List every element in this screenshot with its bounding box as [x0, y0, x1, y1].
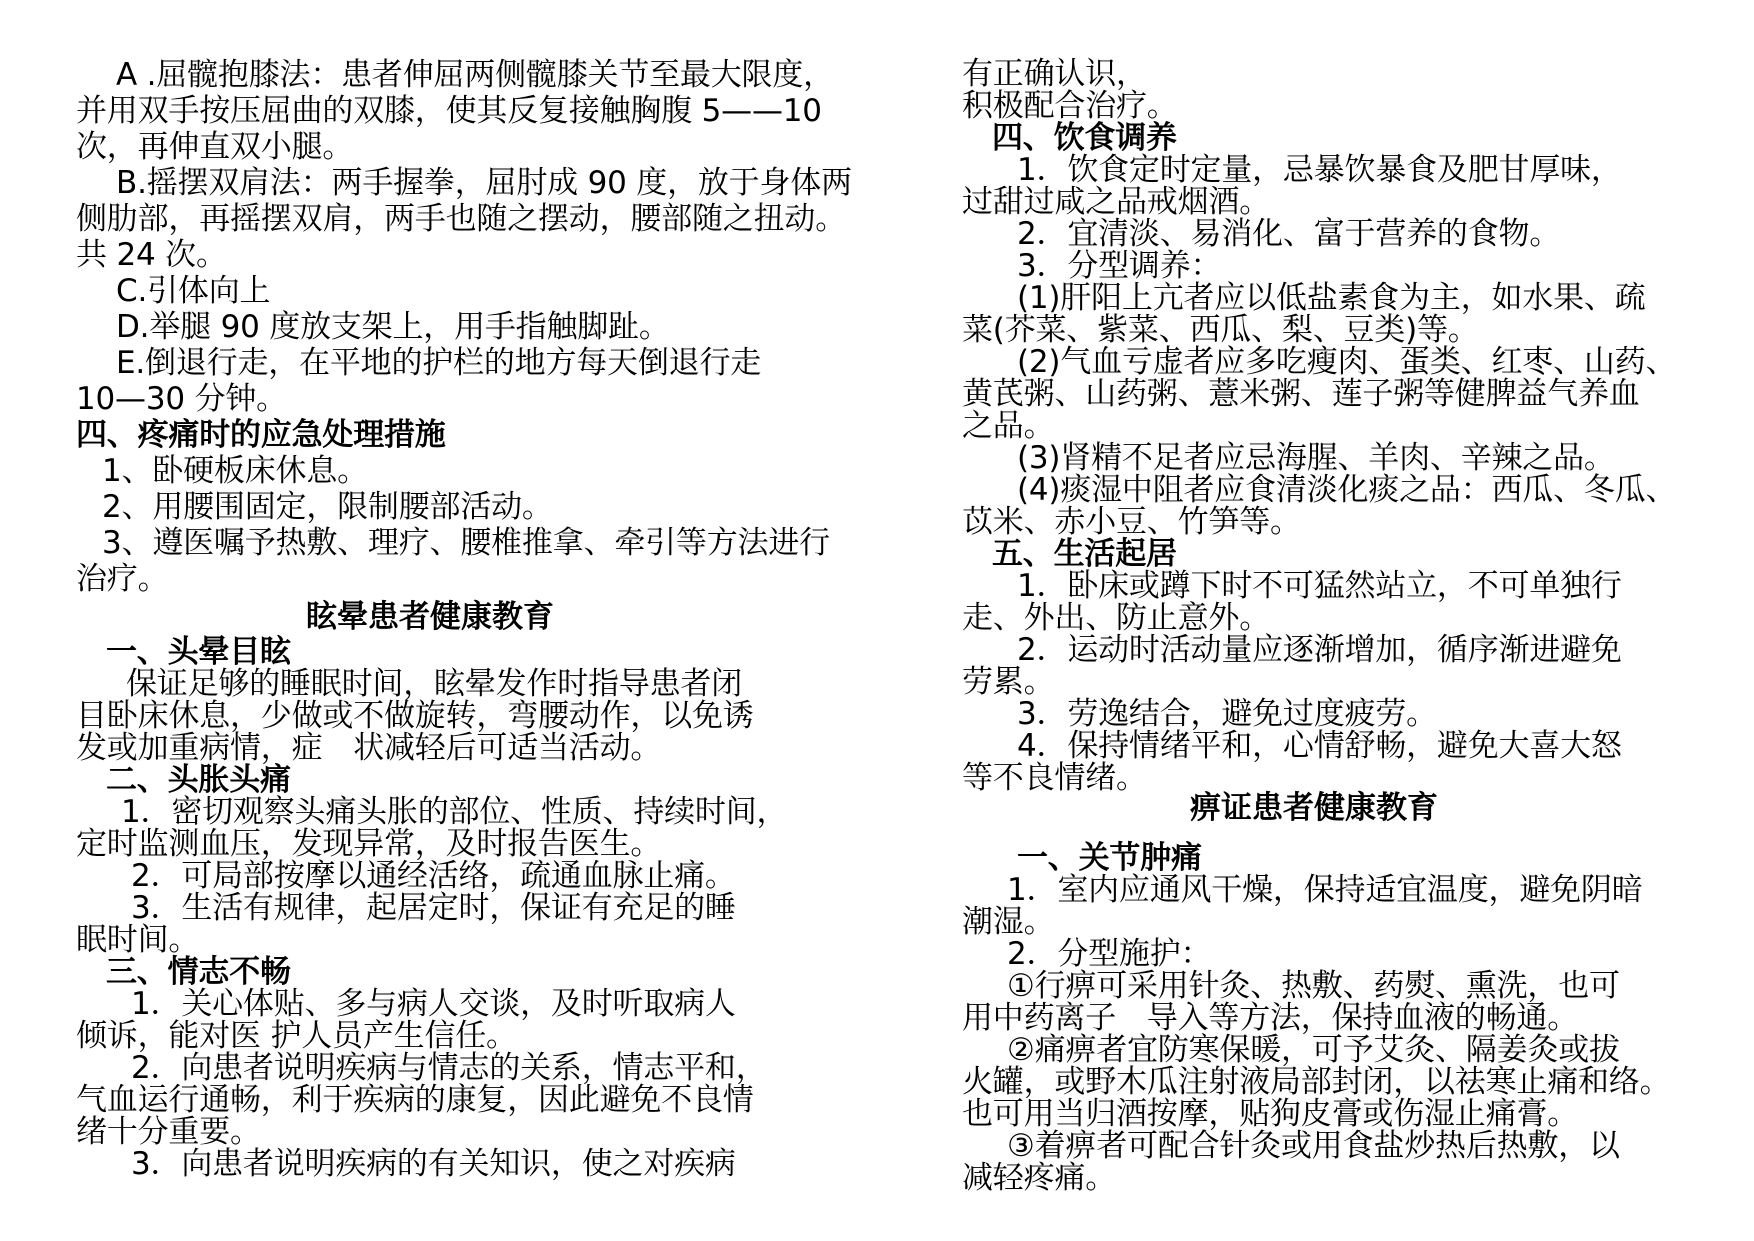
- section-line: 1．卧床或蹲下时不可猛然站立，不可单独行: [1017, 568, 1622, 604]
- section-line: (2)气血亏虚者应多吃瘦肉、蛋类、红枣、山药、: [1017, 344, 1677, 380]
- pain-item: 1、卧硬板床休息。: [102, 453, 368, 489]
- section-line: 3．劳逸结合，避免过度疲劳。: [1017, 696, 1437, 732]
- section-line: 劳累。: [962, 664, 1055, 700]
- exercise-c-line: C.引体向上: [116, 273, 271, 309]
- section-line: 过甜过咸之品戒烟酒。: [962, 184, 1270, 220]
- section-line: 苡米、赤小豆、竹笋等。: [962, 504, 1301, 540]
- section-line: ①行痹可采用针灸、热敷、药熨、熏洗，也可: [1007, 968, 1620, 1004]
- section-heading: 四、饮食调养: [992, 120, 1177, 156]
- section-line: 3．生活有规律，起居定时，保证有充足的睡: [131, 890, 736, 926]
- exercise-a-line: 并用双手按压屈曲的双膝，使其反复接触胸腹 5——10: [76, 93, 822, 129]
- section-line: 也可用当归酒按摩，贴狗皮膏或伤湿止痛膏。: [962, 1096, 1578, 1132]
- section-line: 之品。: [962, 408, 1055, 444]
- pain-item: 2、用腰围固定，限制腰部活动。: [102, 489, 553, 525]
- section-line: 潮湿。: [962, 904, 1055, 940]
- section-line: 3．分型调养：: [1017, 248, 1222, 284]
- section-line: 2．可局部按摩以通经活络，疏通血脉止痛。: [131, 858, 736, 894]
- section-line: 1．密切观察头痛头胀的部位、性质、持续时间，: [121, 794, 788, 830]
- continuation-line: 积极配合治疗。: [962, 88, 1178, 124]
- section-line: 保证足够的睡眠时间，眩晕发作时指导患者闭: [126, 666, 742, 702]
- exercise-d-line: D.举腿 90 度放支架上，用手指触脚趾。: [116, 309, 670, 345]
- section-line: 走、外出、防止意外。: [962, 600, 1270, 636]
- section-line: 2．宜清淡、易消化、富于营养的食物。: [1017, 216, 1561, 252]
- pain-heading: 四、疼痛时的应急处理措施: [76, 417, 446, 453]
- section-heading: 五、生活起居: [992, 536, 1177, 572]
- section-line: 减轻疼痛。: [962, 1160, 1116, 1196]
- section-line: 1．室内应通风干燥，保持适宜温度，避免阴暗: [1007, 872, 1643, 908]
- section-heading: 一、关节肿痛: [1017, 840, 1202, 876]
- exercise-a-line: 次，再伸直双小腿。: [76, 129, 354, 165]
- section-heading: 一、头晕目眩: [106, 634, 291, 670]
- section-line: 发或加重病情，症 状减轻后可适当活动。: [76, 730, 662, 766]
- section-line: 倾诉，能对医 护人员产生信任。: [76, 1018, 517, 1054]
- section-line: (3)肾精不足者应忌海腥、羊肉、辛辣之品。: [1017, 440, 1615, 476]
- section-line: 气血运行通畅，利于疾病的康复，因此避免不良情: [76, 1082, 754, 1118]
- section-line: (4)痰湿中阻者应食清淡化痰之品：西瓜、冬瓜、: [1017, 472, 1677, 508]
- section-heading: 二、头胀头痛: [106, 762, 291, 798]
- section-line: 目卧床休息，少做或不做旋转，弯腰动作，以免诱: [76, 698, 754, 734]
- section-line: 1．关心体贴、多与病人交谈，及时听取病人: [131, 986, 736, 1022]
- section-line: (1)肝阳上亢者应以低盐素食为主，如水果、疏: [1017, 280, 1646, 316]
- continuation-line: 有正确认识，: [962, 56, 1147, 92]
- section-line: 2．向患者说明疾病与情志的关系，情志平和，: [131, 1050, 767, 1086]
- bi-title: 痹证患者健康教育: [1190, 790, 1438, 826]
- exercise-b-line: B.摇摆双肩法：两手握拳，屈肘成 90 度，放于身体两: [116, 165, 852, 201]
- section-line: 火罐，或野木瓜注射液局部封闭，以祛寒止痛和络。: [962, 1064, 1671, 1100]
- section-line: 2．运动时活动量应逐渐增加，循序渐进避免: [1017, 632, 1622, 668]
- section-line: 等不良情绪。: [962, 760, 1147, 796]
- exercise-e-line: E.倒退行走，在平地的护栏的地方每天倒退行走: [116, 345, 762, 381]
- section-line: 定时监测血压，发现异常，及时报告医生。: [76, 826, 662, 862]
- exercise-b-line: 侧肋部，再摇摆双肩，两手也随之摆动，腰部随之扭动。: [76, 201, 846, 237]
- exercise-b-line: 共 24 次。: [76, 237, 227, 273]
- section-line: 绪十分重要。: [76, 1114, 261, 1150]
- pain-item: 3、遵医嘱予热敷、理疗、腰椎推拿、牵引等方法进行: [102, 525, 830, 561]
- section-line: 3．向患者说明疾病的有关知识，使之对疾病: [131, 1146, 736, 1182]
- section-line: 2．分型施护：: [1007, 936, 1212, 972]
- exercise-a-line: A .屈髋抱膝法：患者伸屈两侧髋膝关节至最大限度，: [116, 57, 834, 93]
- section-line: 4．保持情绪平和，心情舒畅，避免大喜大怒: [1017, 728, 1622, 764]
- section-line: 黄芪粥、山药粥、薏米粥、莲子粥等健脾益气养血: [962, 376, 1640, 412]
- section-line: ②痛痹者宜防寒保暖，可予艾灸、隔姜灸或拔: [1007, 1032, 1620, 1068]
- section-line: ③着痹者可配合针灸或用食盐炒热后热敷，以: [1007, 1128, 1620, 1164]
- section-line: 用中药离子 导入等方法，保持血液的畅通。: [962, 1000, 1578, 1036]
- section-line: 菜(芥菜、紫菜、西瓜、梨、豆类)等。: [962, 312, 1479, 348]
- dizzy-title: 眩晕患者健康教育: [306, 599, 554, 635]
- section-heading: 三、情志不畅: [106, 954, 291, 990]
- section-line: 1．饮食定时定量，忌暴饮暴食及肥甘厚味，: [1017, 152, 1622, 188]
- exercise-e-line: 10—30 分钟。: [76, 381, 287, 417]
- pain-item: 治疗。: [76, 561, 169, 597]
- section-line: 眠时间。: [76, 922, 200, 958]
